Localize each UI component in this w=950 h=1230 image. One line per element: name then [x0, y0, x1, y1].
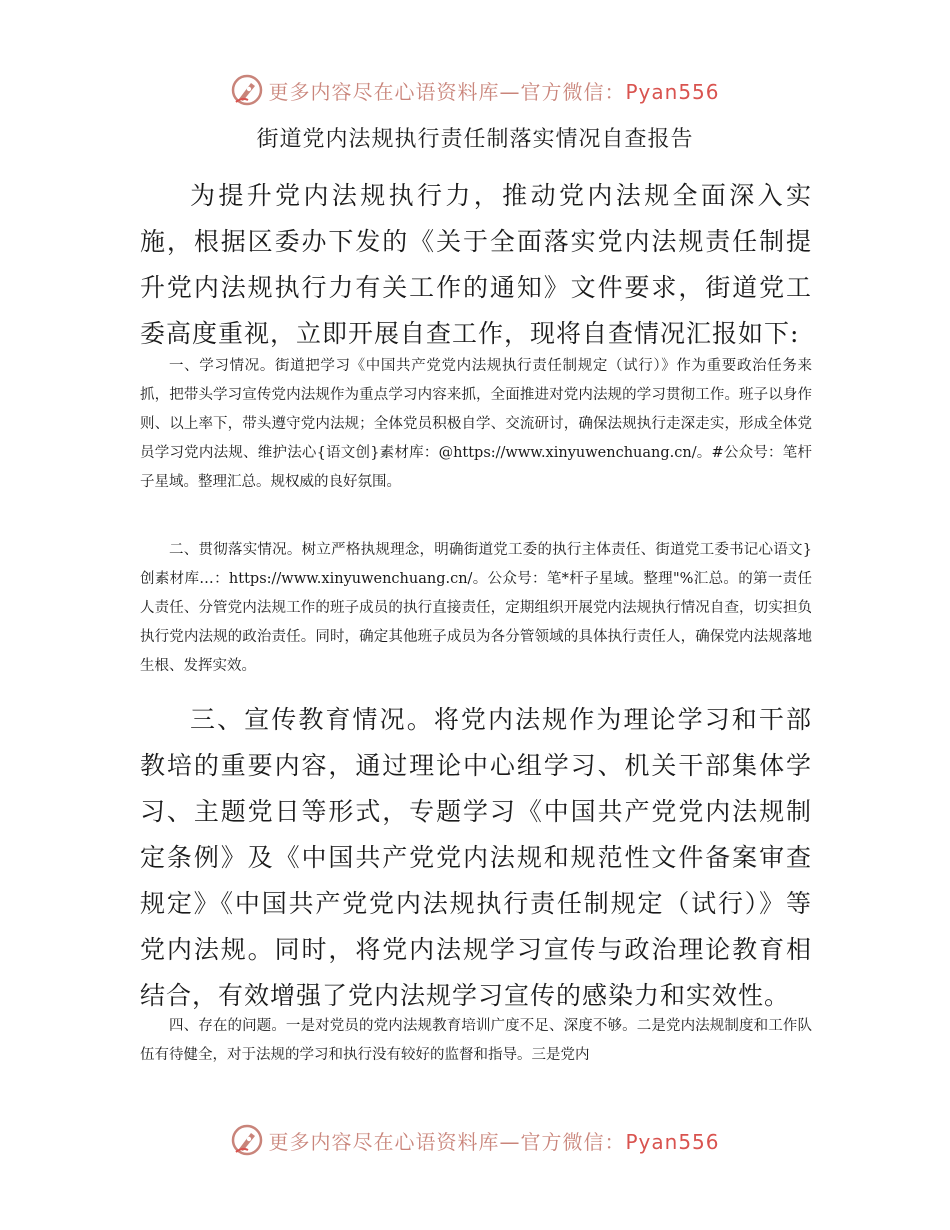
- section-publicity-paragraph: 三、宣传教育情况。将党内法规作为理论学习和干部教培的重要内容，通过理论中心组学习、机关干部集体学习、主题党日等形式，专题学习《中国共产党党内法规制定条例》及《中国共产党党内法规和规范性文件备案审查规定》《中国共产党党内法规执行责任制规定（试行）》等党内法规。同时，将党内法规学习宣传与政治理论教育相结合，有效增强了党内法规学习宣传的感染力和实效性。: [140, 705, 812, 1010]
- watermark-text: 更多内容尽在心语资料库—官方微信：Pyan556: [268, 79, 720, 104]
- intro-paragraph: 为提升党内法规执行力，推动党内法规全面深入实施，根据区委办下发的《关于全面落实党内法规责任制提升党内法规执行力有关工作的通知》文件要求，街道党工委高度重视，立即开展自查工作，现将自查情况汇报如下:: [140, 181, 812, 348]
- watermark-banner-top: [0, 70, 950, 110]
- pen-nib-logo-icon: [230, 1123, 264, 1157]
- watermark-banner-bottom: [0, 1120, 950, 1160]
- watermark-text: 更多内容尽在心语资料库—官方微信：Pyan556: [268, 1129, 720, 1154]
- section-implementation-paragraph: 二、贯彻落实情况。树立严格执规理念，明确街道党工委的执行主体责任、街道党工委书记心语文}创素材库…：https://www.xinyuwenchuang.cn/。公众号：笔*杆子星域。整理"%汇总。的第一责任人责任、分管党内法规工作的班子成员的执行直接责任，定期组织开展党内法规执行情况自查，切实担负执行党内法规的政治责任。同时，确定其他班子成员为各分管领域的具体执行责任人，确保党内法规落地生根、发挥实效。: [140, 542, 812, 674]
- watermark-handle: Pyan556: [625, 1129, 720, 1154]
- watermark-handle: Pyan556: [625, 79, 720, 104]
- section-study-paragraph: 一、学习情况。街道把学习《中国共产党党内法规执行责任制规定（试行）》作为重要政治任务来抓，把带头学习宣传党内法规作为重点学习内容来抓，全面推进对党内法规的学习贯彻工作。班子以身作则、以上率下，带头遵守党内法规；全体党员积极自学、交流研讨，确保法规执行走深走实，形成全体党员学习党内法规、维护法心{语文创}素材库：@https://www.xinyuwenchuang.cn/。#公众号：笔杆子星域。整理汇总。规权威的良好氛围。: [140, 358, 812, 490]
- section-problems-paragraph: 四、存在的问题。一是对党员的党内法规教育培训广度不足、深度不够。二是党内法规制度和工作队伍有待健全，对于法规的学习和执行没有较好的监督和指导。三是党内: [140, 1018, 812, 1063]
- pen-nib-logo-icon: [230, 73, 264, 107]
- document-title: 街道党内法规执行责任制落实情况自查报告: [256, 127, 694, 152]
